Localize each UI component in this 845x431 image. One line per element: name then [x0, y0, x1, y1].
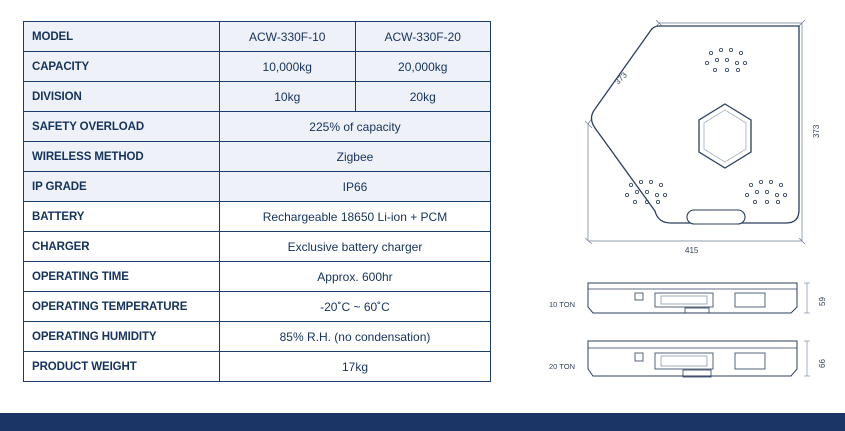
table-row [24, 232, 491, 262]
row-value-col1: 10kg [220, 82, 356, 112]
row-label: OPERATING TEMPERATURE [24, 292, 220, 322]
row-value-col1: ACW-330F-10 [220, 22, 356, 52]
row-value-span: 225% of capacity [220, 112, 491, 142]
side-view-20ton-drawing [535, 335, 835, 387]
row-value-span: Rechargeable 18650 Li-ion + PCM [220, 202, 491, 232]
table-row [24, 322, 491, 352]
row-value-span: 17kg [220, 352, 491, 382]
table-row [24, 352, 491, 382]
row-value-span: IP66 [220, 172, 491, 202]
dim-bottom-label: 415 [685, 246, 699, 255]
table-row [24, 262, 491, 292]
row-value-span: -20˚C ~ 60˚C [220, 292, 491, 322]
row-label: PRODUCT WEIGHT [24, 352, 220, 382]
top-view-drawing [535, 10, 835, 270]
table-row [24, 202, 491, 232]
table-row [24, 172, 491, 202]
row-label: SAFETY OVERLOAD [24, 112, 220, 142]
table-row [24, 82, 491, 112]
row-value-col2: 20,000kg [355, 52, 491, 82]
table-row [24, 142, 491, 172]
footer-bar [0, 413, 845, 431]
row-value-span: 85% R.H. (no condensation) [220, 322, 491, 352]
table-row [24, 112, 491, 142]
table-row [24, 22, 491, 52]
side-view-10ton-height: 59 [818, 297, 827, 306]
table-row [24, 292, 491, 322]
row-value-col1: 10,000kg [220, 52, 356, 82]
side-view-20ton-height: 66 [818, 359, 827, 368]
dim-diagonal-label: 373 [613, 70, 629, 87]
row-label: MODEL [24, 22, 220, 52]
row-value-col2: 20kg [355, 82, 491, 112]
specifications-table [23, 21, 491, 382]
dim-right-label: 373 [812, 124, 821, 138]
row-label: BATTERY [24, 202, 220, 232]
table-row [24, 52, 491, 82]
row-label: IP GRADE [24, 172, 220, 202]
row-value-span: Exclusive battery charger [220, 232, 491, 262]
row-label: OPERATING HUMIDITY [24, 322, 220, 352]
row-label: CHARGER [24, 232, 220, 262]
side-view-10ton-drawing [535, 275, 835, 321]
row-label: OPERATING TIME [24, 262, 220, 292]
row-value-span: Zigbee [220, 142, 491, 172]
row-label: CAPACITY [24, 52, 220, 82]
side-view-10ton-label: 10 TON [549, 300, 575, 309]
row-value-span: Approx. 600hr [220, 262, 491, 292]
display-window [687, 210, 745, 224]
row-value-col2: ACW-330F-20 [355, 22, 491, 52]
technical-drawings [535, 10, 835, 400]
row-label: WIRELESS METHOD [24, 142, 220, 172]
side-view-20ton-label: 20 TON [549, 362, 575, 371]
row-label: DIVISION [24, 82, 220, 112]
